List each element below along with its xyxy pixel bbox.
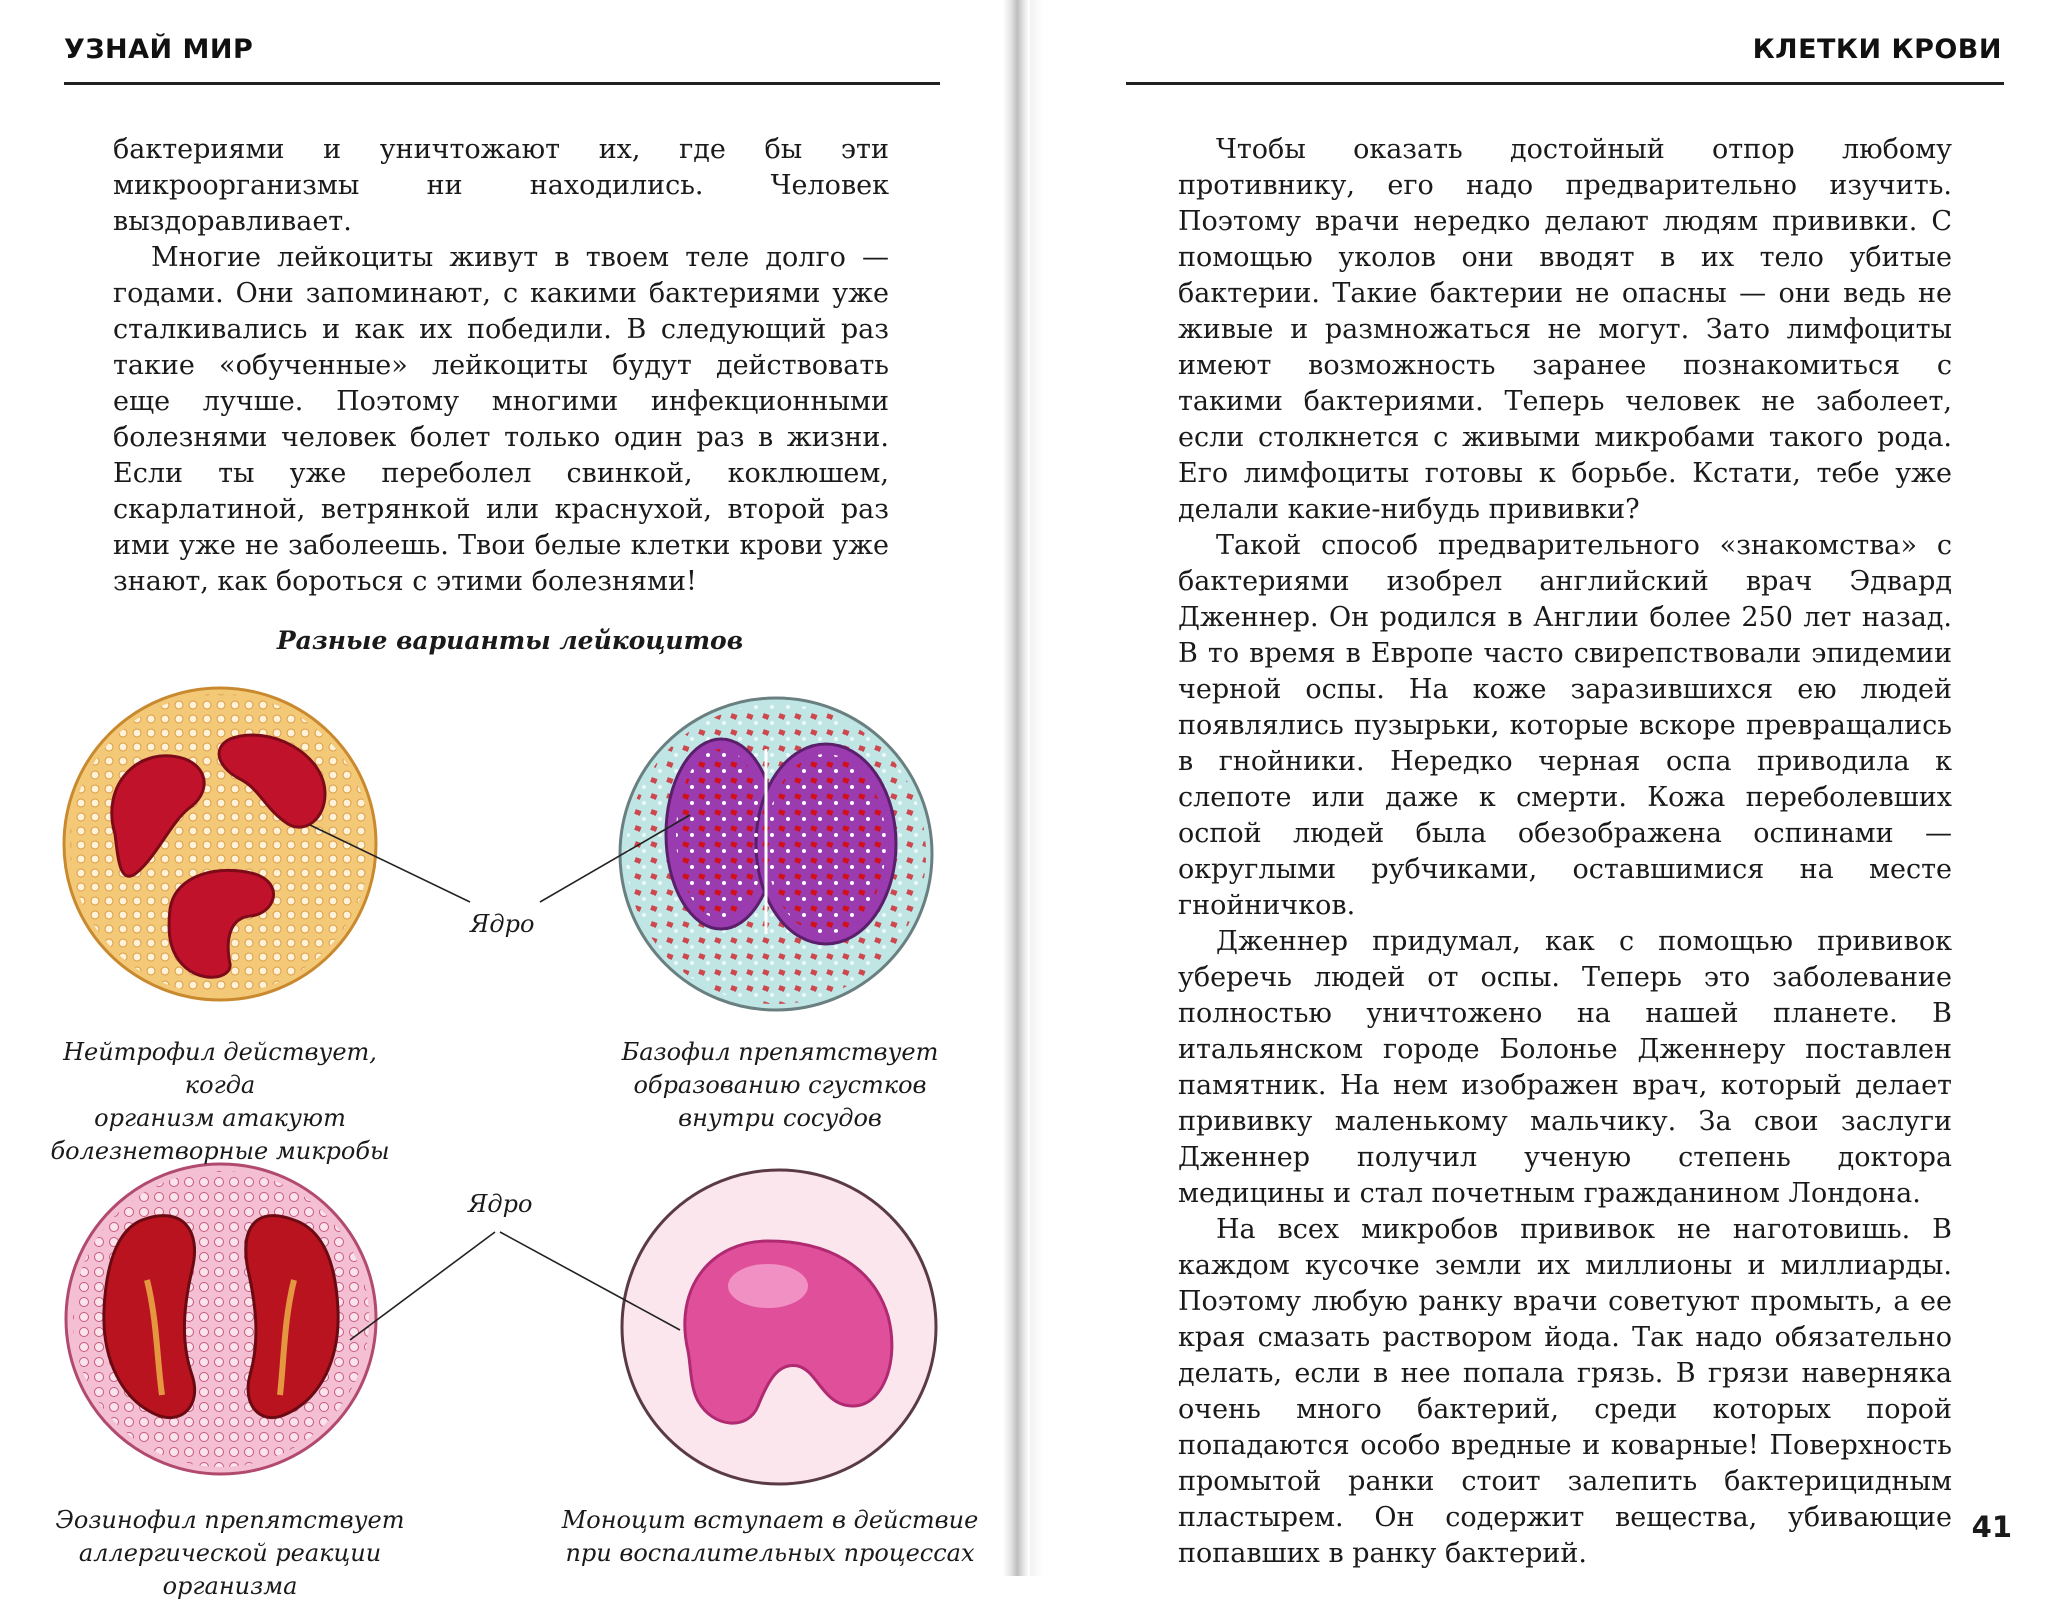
nucleus-label: Ядро: [468, 1190, 533, 1218]
right-paragraph: На всех микробов прививок не наготовишь. В каждом кусочке земли их миллионы и миллиарды. Поэтому любую ранку врачи советуют промыть, а ее края смазать раствором йода. Так надо обязательно делать, если в нее попала грязь. В грязи наверняка очень много бактерий, среди которых порой попадаются особо вредные и коварные! Поверхность промытой ранки стоит залепить бактерицидным пластырем. Он содержит вещества, убивающие попавших в ранку бактерий.: [1178, 1214, 1952, 1569]
right-header-rule: [1126, 82, 2004, 85]
page-number: 41: [1971, 1510, 2012, 1544]
figure-title: Разные варианты лейкоцитов: [276, 626, 744, 655]
basophil-caption: Базофил препятствует образованию сгустков внутри сосудов: [621, 1038, 939, 1132]
left-running-head: УЗНАЙ МИР: [64, 34, 254, 65]
left-paragraph: бактериями и уничтожают их, где бы эти микроорганизмы ни находились. Человек выздоравливает.: [113, 134, 889, 237]
right-paragraph: Чтобы оказать достойный отпор любому противнику, его надо предварительно изучить. Поэтому врачи нередко делают людям прививки. С помощью уколов они вводят в их тело убитые бактерии. Такие бактерии не опасны — они ведь не живые и размножаться не могут. Зато лимфоциты имеют возможность заранее познакомиться с такими бактериями. Теперь человек не заболеет, если столкнется с живыми микробами такого рода. Его лимфоциты готовы к борьбе. Кстати, тебе уже делали какие-нибудь прививки?: [1178, 134, 1952, 525]
right-body-text: [1178, 132, 1952, 1572]
right-paragraph: Такой способ предварительного «знакомства» с бактериями изобрел английский врач Эдвард Дженнер. Он родился в Англии более 250 лет назад. В то время в Европе часто свирепствовали эпидемии черной оспы. На коже заразившихся ею людей появлялись пузырьки, которые вскоре превращались в гнойники. Нередко черная оспа приводила к слепоте или даже к смерти. Кожа переболевших оспой людей была обезображена оспинами — округлыми рубчиками, оставшимися на месте гнойничков.: [1178, 530, 1952, 921]
right-paragraph: Дженнер придумал, как с помощью прививок уберечь людей от оспы. Теперь это заболевание полностью уничтожено на нашей планете. В итальянском городе Болонье Дженнеру поставлен памятник. На нем изображен врач, который делает прививку маленькому мальчику. За свои заслуги Дженнер получил ученую степень доктора медицины и стал почетным гражданином Лондона.: [1178, 926, 1952, 1209]
left-paragraph: Многие лейкоциты живут в твоем теле долго — годами. Они запоминают, с какими бактериями уже сталкивались и как их победили. В следующий раз такие «обученные» лейкоциты будут действовать еще лучше. Поэтому многими инфекционными болезнями человек болет только один раз в жизни. Если ты уже переболел свинкой, коклюшем, скарлатиной, ветрянкой или краснухой, второй раз ими уже не заболеешь. Твои белые клетки крови уже знают, как бороться с этими болезнями!: [113, 242, 889, 597]
eosinophil-caption: Эозинофил препятствует аллергической реакции организма: [55, 1506, 405, 1600]
nucleus-label: Ядро: [470, 910, 535, 938]
monocyte-caption: Моноцит вступает в действие при воспалительных процессах: [561, 1506, 979, 1567]
right-running-head: КЛЕТКИ КРОВИ: [1752, 34, 2002, 65]
neutrophil-caption: Нейтрофил действует, когда организм атакуют болезнетворные микробы: [50, 1038, 390, 1165]
